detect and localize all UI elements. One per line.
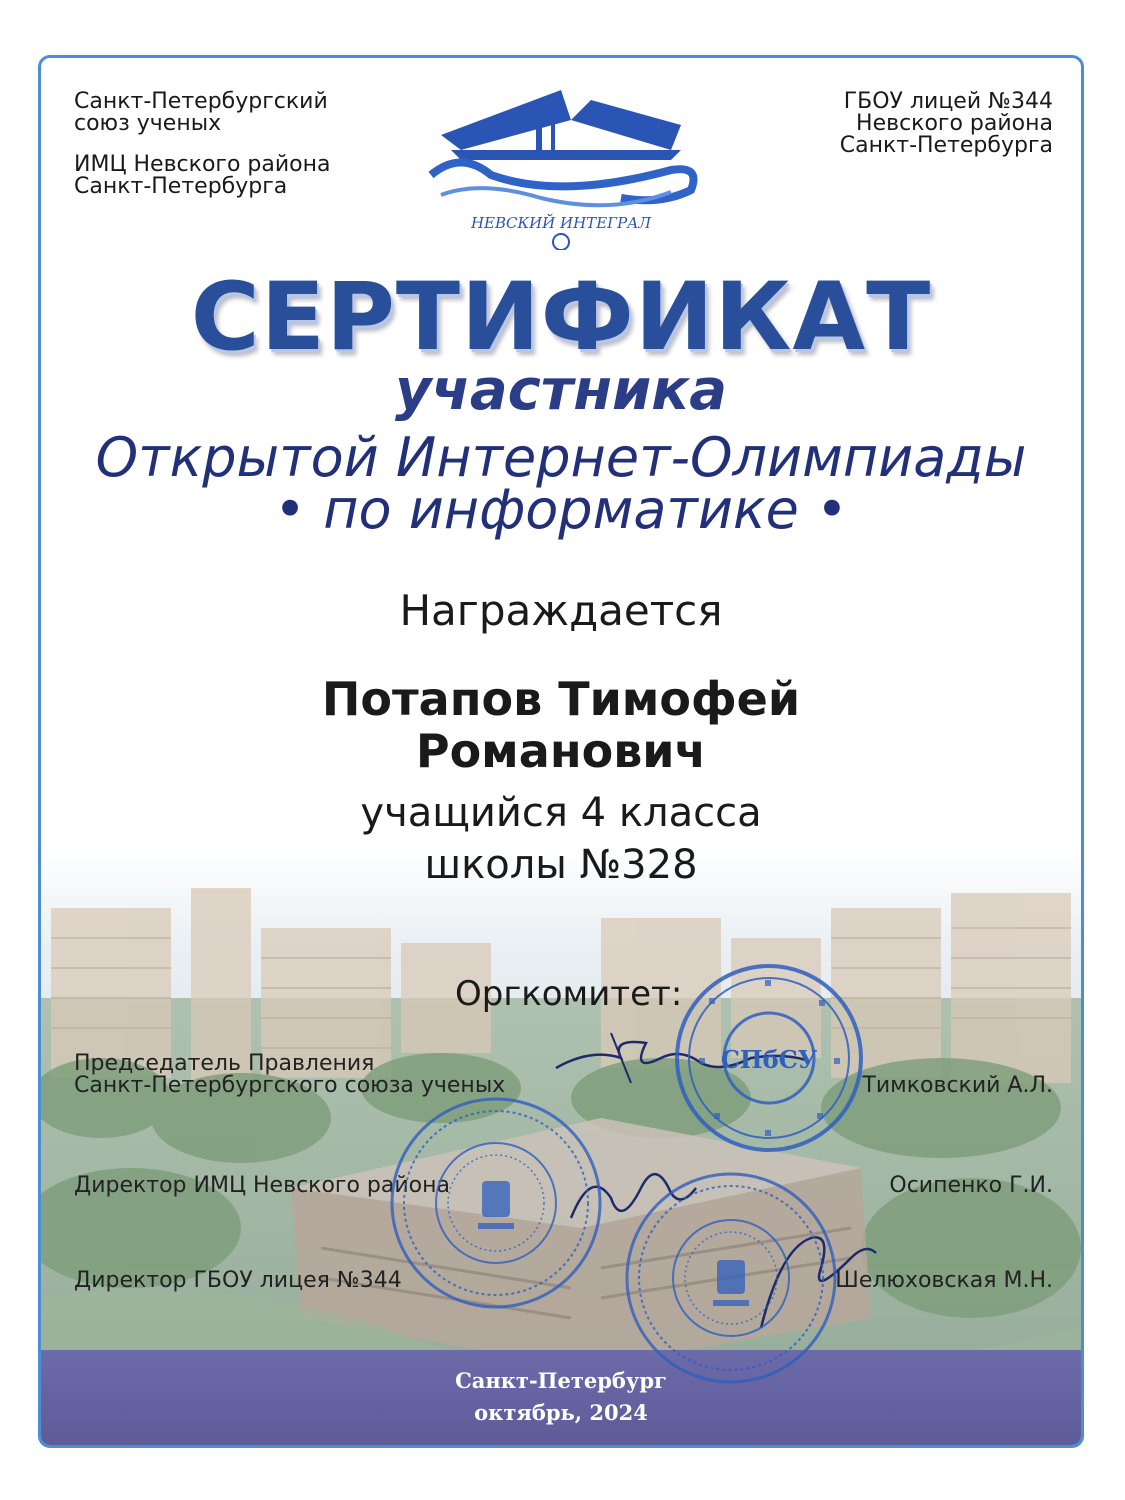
signer-1-role [74,1053,505,1097]
right-line1: ГБОУ лицей №344 [843,89,1053,114]
footer-band [41,1350,1081,1445]
recipient-school: школы №328 [424,842,698,888]
org2-line1: ИМЦ Невского района [74,152,331,177]
header-right-org [753,91,1053,157]
certificate-frame [38,55,1084,1448]
signer-2-role: Директор ИМЦ Невского района [74,1173,450,1198]
header-left-org2 [74,154,330,198]
recipient-name-line1: Потапов Тимофей [321,672,801,726]
stamp-lyceum [621,1168,841,1388]
stamp-spbsu [669,958,869,1158]
signer-1-role-line2: Санкт-Петербургского союза ученых [74,1073,506,1098]
right-line3: Санкт-Петербурга [839,133,1053,158]
recipient-name-line2: Романович [415,724,707,778]
nevsky-integral-logo [421,80,701,250]
signer-1-name: Тимковский А.Л. [862,1073,1053,1098]
committee-heading: Оргкомитет: [455,974,683,1014]
signer-2-name: Осипенко Г.И. [889,1173,1053,1198]
certificate-subtitle: участника [394,358,728,423]
certificate-title: СЕРТИФИКАТ [190,263,932,372]
footer-city: Санкт-Петербург [455,1368,667,1393]
right-line2: Невского района [856,111,1053,136]
signer-3-name: Шелюховская М.Н. [835,1268,1053,1293]
awarded-label: Награждается [399,586,723,635]
org2-line2: Санкт-Петербурга [74,174,288,199]
header-left-org1 [74,91,328,135]
stamp-imc [386,1093,606,1313]
footer-date: октябрь, 2024 [474,1400,648,1425]
recipient-grade: учащийся 4 класса [360,790,762,836]
stamp-spbsu-center-text: СПбСУ [720,1045,818,1074]
signer-1-role-line1: Председатель Правления [74,1051,375,1076]
org1-line2: союз ученых [74,111,222,136]
org1-line1: Санкт-Петербургский [74,89,328,114]
olympiad-title-line2: • по информатике • [274,478,848,541]
signer-3-role: Директор ГБОУ лицея №344 [74,1268,402,1293]
logo-text: НЕВСКИЙ ИНТЕГРАЛ [470,214,652,232]
olympiad-title-line1: Открытой Интернет-Олимпиады [95,426,1027,489]
